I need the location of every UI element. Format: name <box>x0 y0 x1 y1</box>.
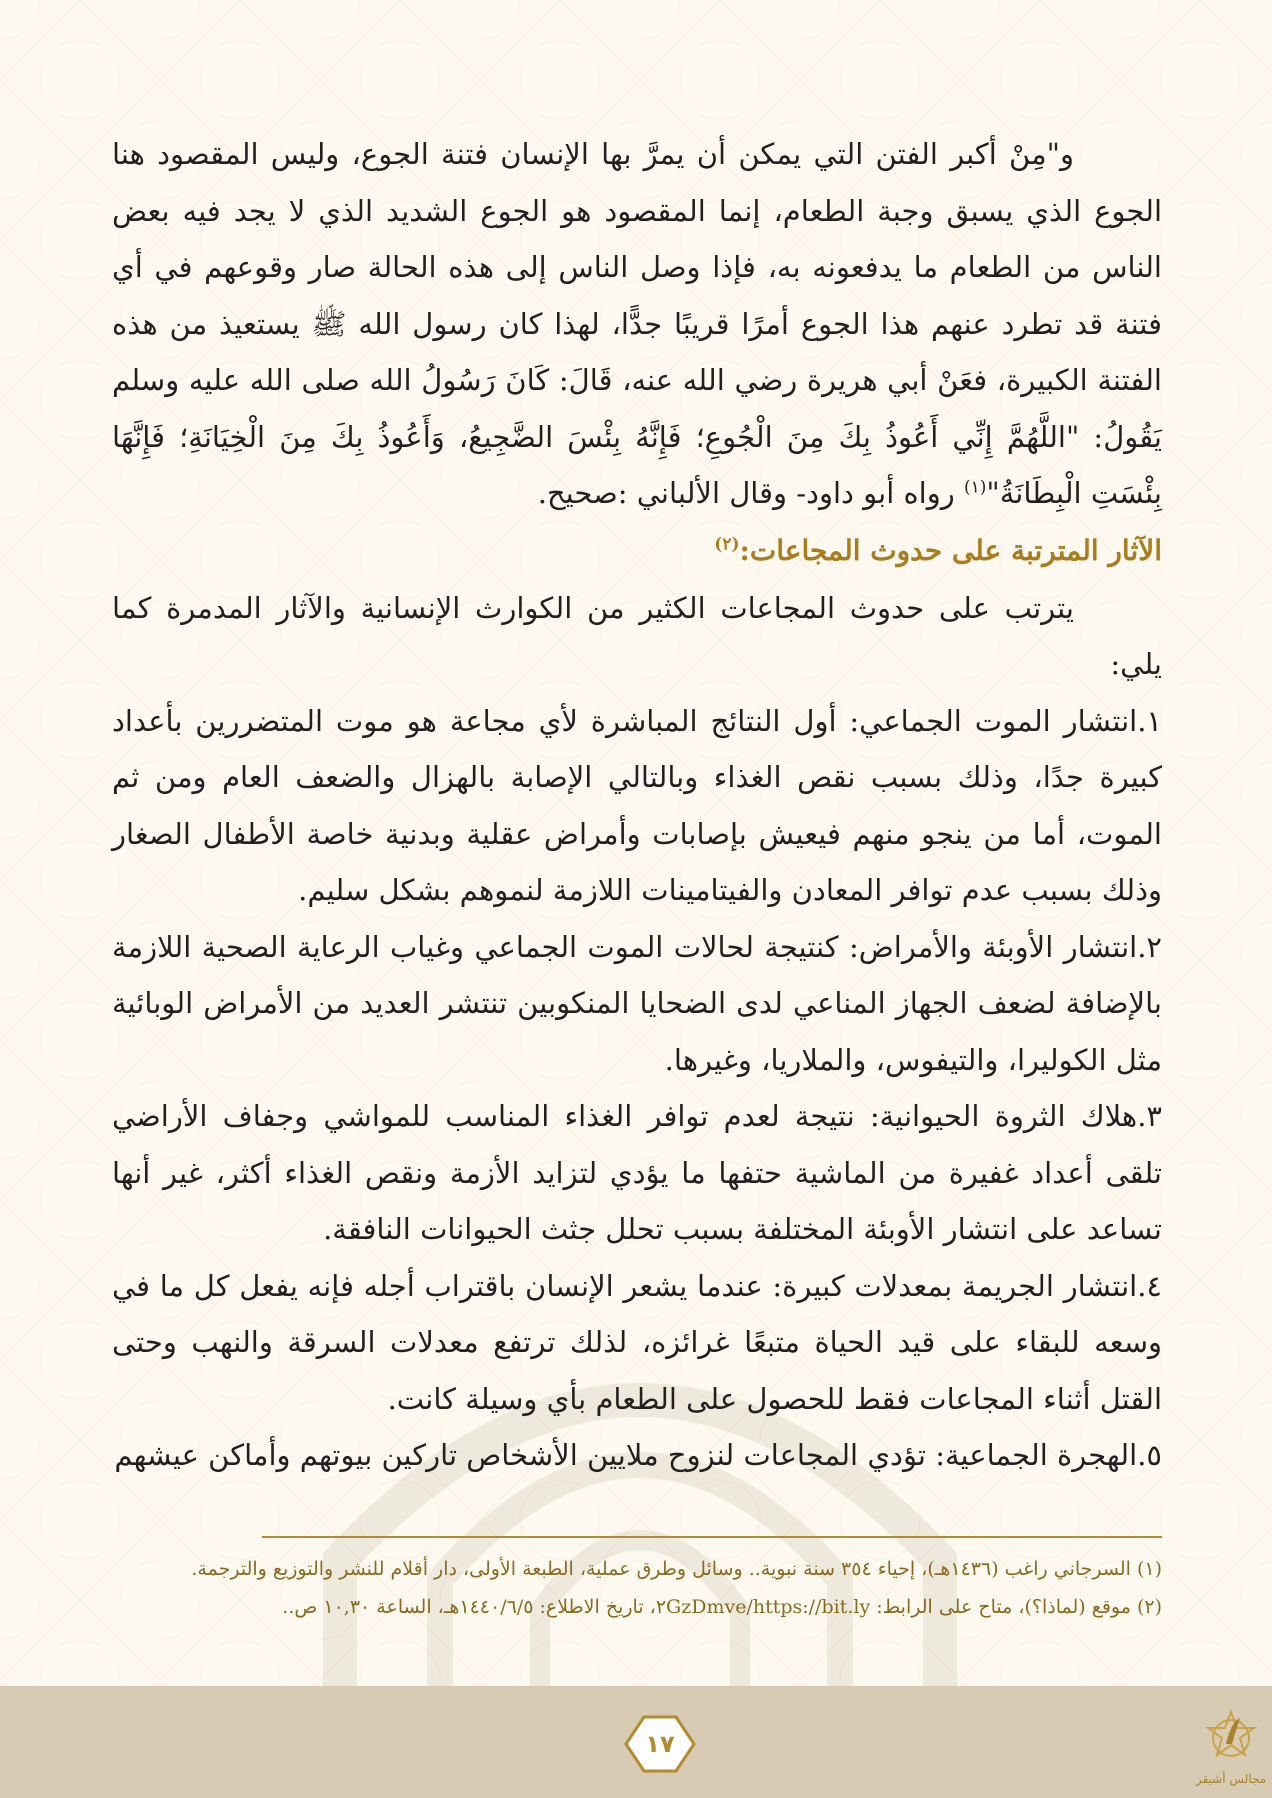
paragraph-text: و"مِنْ أكبر الفتن التي يمكن أن يمرَّ بها الإنسان فتنة الجوع، وليس المقصود هنا الجوع الذي يسبق وجبة الطعام، إنما المقصود هو الجوع الشديد الذي لا يجد فيه بعض الناس من الطعام ما يدفعونه به، فإذا وصل الناس إلى هذه الحالة صار وقوعهم في أي فتنة قد تطرد عنهم هذا الجوع أمرًا قريبًا جدًّا، لهذا كان رسول الله ﷺ يستعيذ من هذه الفتنة الكبيرة، فعَنْ أبي هريرة رضي الله عنه، قَالَ: كَانَ رَسُولُ الله صلى الله عليه وسلم يَقُولُ: "اللَّهُمَّ إِنِّي أَعُوذُ بِكَ مِنَ الْجُوعِ؛ فَإِنَّهُ بِئْسَ الضَّجِيعُ، وَأَعُوذُ بِكَ مِنَ الْخِيَانَةِ؛ فَإِنَّهَا بِئْسَتِ الْبِطَانَةُ" <box>112 137 1162 510</box>
logo-text: مجالس أشيقر <box>1195 1772 1267 1786</box>
section-heading <box>112 522 1162 580</box>
footnote-ref: (١) <box>963 477 987 498</box>
list-item: ١.انتشار الموت الجماعي: أول النتائج المباشرة لأي مجاعة هو موت المتضررين بأعداد كبيرة جدًا، وذلك بسبب نقص الغذاء وبالتالي الإصابة بالهزال والضعف العام ومن ثم الموت، أما من ينجو منهم فيعيش بإصابات وأمراض عقلية وبدنية خاصة الأطفال الصغار وذلك بسبب عدم توافر المعادن والفيتامينات اللازمة لنموهم بشكل سليم. <box>112 703 1162 907</box>
intro-paragraph: يترتب على حدوث المجاعات الكثير من الكوارث الإنسانية والآثار المدمرة كما يلي: <box>112 590 1162 681</box>
footnote-ref: (٢) <box>714 534 740 555</box>
section-heading-text: الآثار المترتبة على حدوث المجاعات: <box>739 533 1162 567</box>
paragraph <box>112 126 1162 522</box>
list-item: ٤.انتشار الجريمة بمعدلات كبيرة: عندما يشعر الإنسان باقتراب أجله فإنه يفعل كل ما في وسعه للبقاء على قيد الحياة متبعًا غرائزه، لذلك ترتفع معدلات السرقة والنهب وحتى القتل أثناء المجاعات فقط للحصول على الطعام بأي وسيلة كانت. <box>112 1268 1162 1416</box>
main-text <box>112 126 1162 1484</box>
page-number: ١٧ <box>645 1730 675 1758</box>
footnote: (٢) موقع (لماذا؟)، متاح على الرابط: ٢GzDmve/https://bit.ly، تاريخ الاطلاع: ١٤٤٠/٦/٥هـ، الساعة ١٠,٣٠ ص.. <box>282 1596 1162 1618</box>
list-item: ٥.الهجرة الجماعية: تؤدي المجاعات لنزوح ملايين الأشخاص تاركين بيوتهم وأماكن عيشهم <box>114 1438 1162 1472</box>
footnote-divider <box>262 1536 1162 1538</box>
list-item: ٣.هلاك الثروة الحيوانية: نتيجة لعدم توافر الغذاء المناسب للمواشي وجفاف الأراضي تلقى أعداد غفيرة من الماشية حتفها ما يؤدي لتزايد الأزمة ونقص الغذاء أكثر، غير أنها تساعد على انتشار الأوبئة المختلفة بسبب تحلل جثث الحيوانات النافقة. <box>112 1099 1162 1246</box>
list-item: ٢.انتشار الأوبئة والأمراض: كنتيجة لحالات الموت الجماعي وغياب الرعاية الصحية اللازمة بالإضافة لضعف الجهاز المناعي لدى الضحايا المنكوبين تنتشر العديد من الأمراض الوبائية مثل الكوليرا، والتيفوس، والملاريا، وغيرها. <box>112 929 1162 1077</box>
paragraph-text: رواه أبو داود- وقال الألباني :صحيح. <box>537 476 964 510</box>
footnote-list <box>118 1550 1162 1626</box>
footnote: (١) السرجاني راغب (١٤٣٦هـ)، إحياء ٣٥٤ سنة نبوية.. وسائل وطرق عملية، الطبعة الأولى، دار أقلام للنشر والتوزيع والترجمة. <box>191 1558 1162 1580</box>
